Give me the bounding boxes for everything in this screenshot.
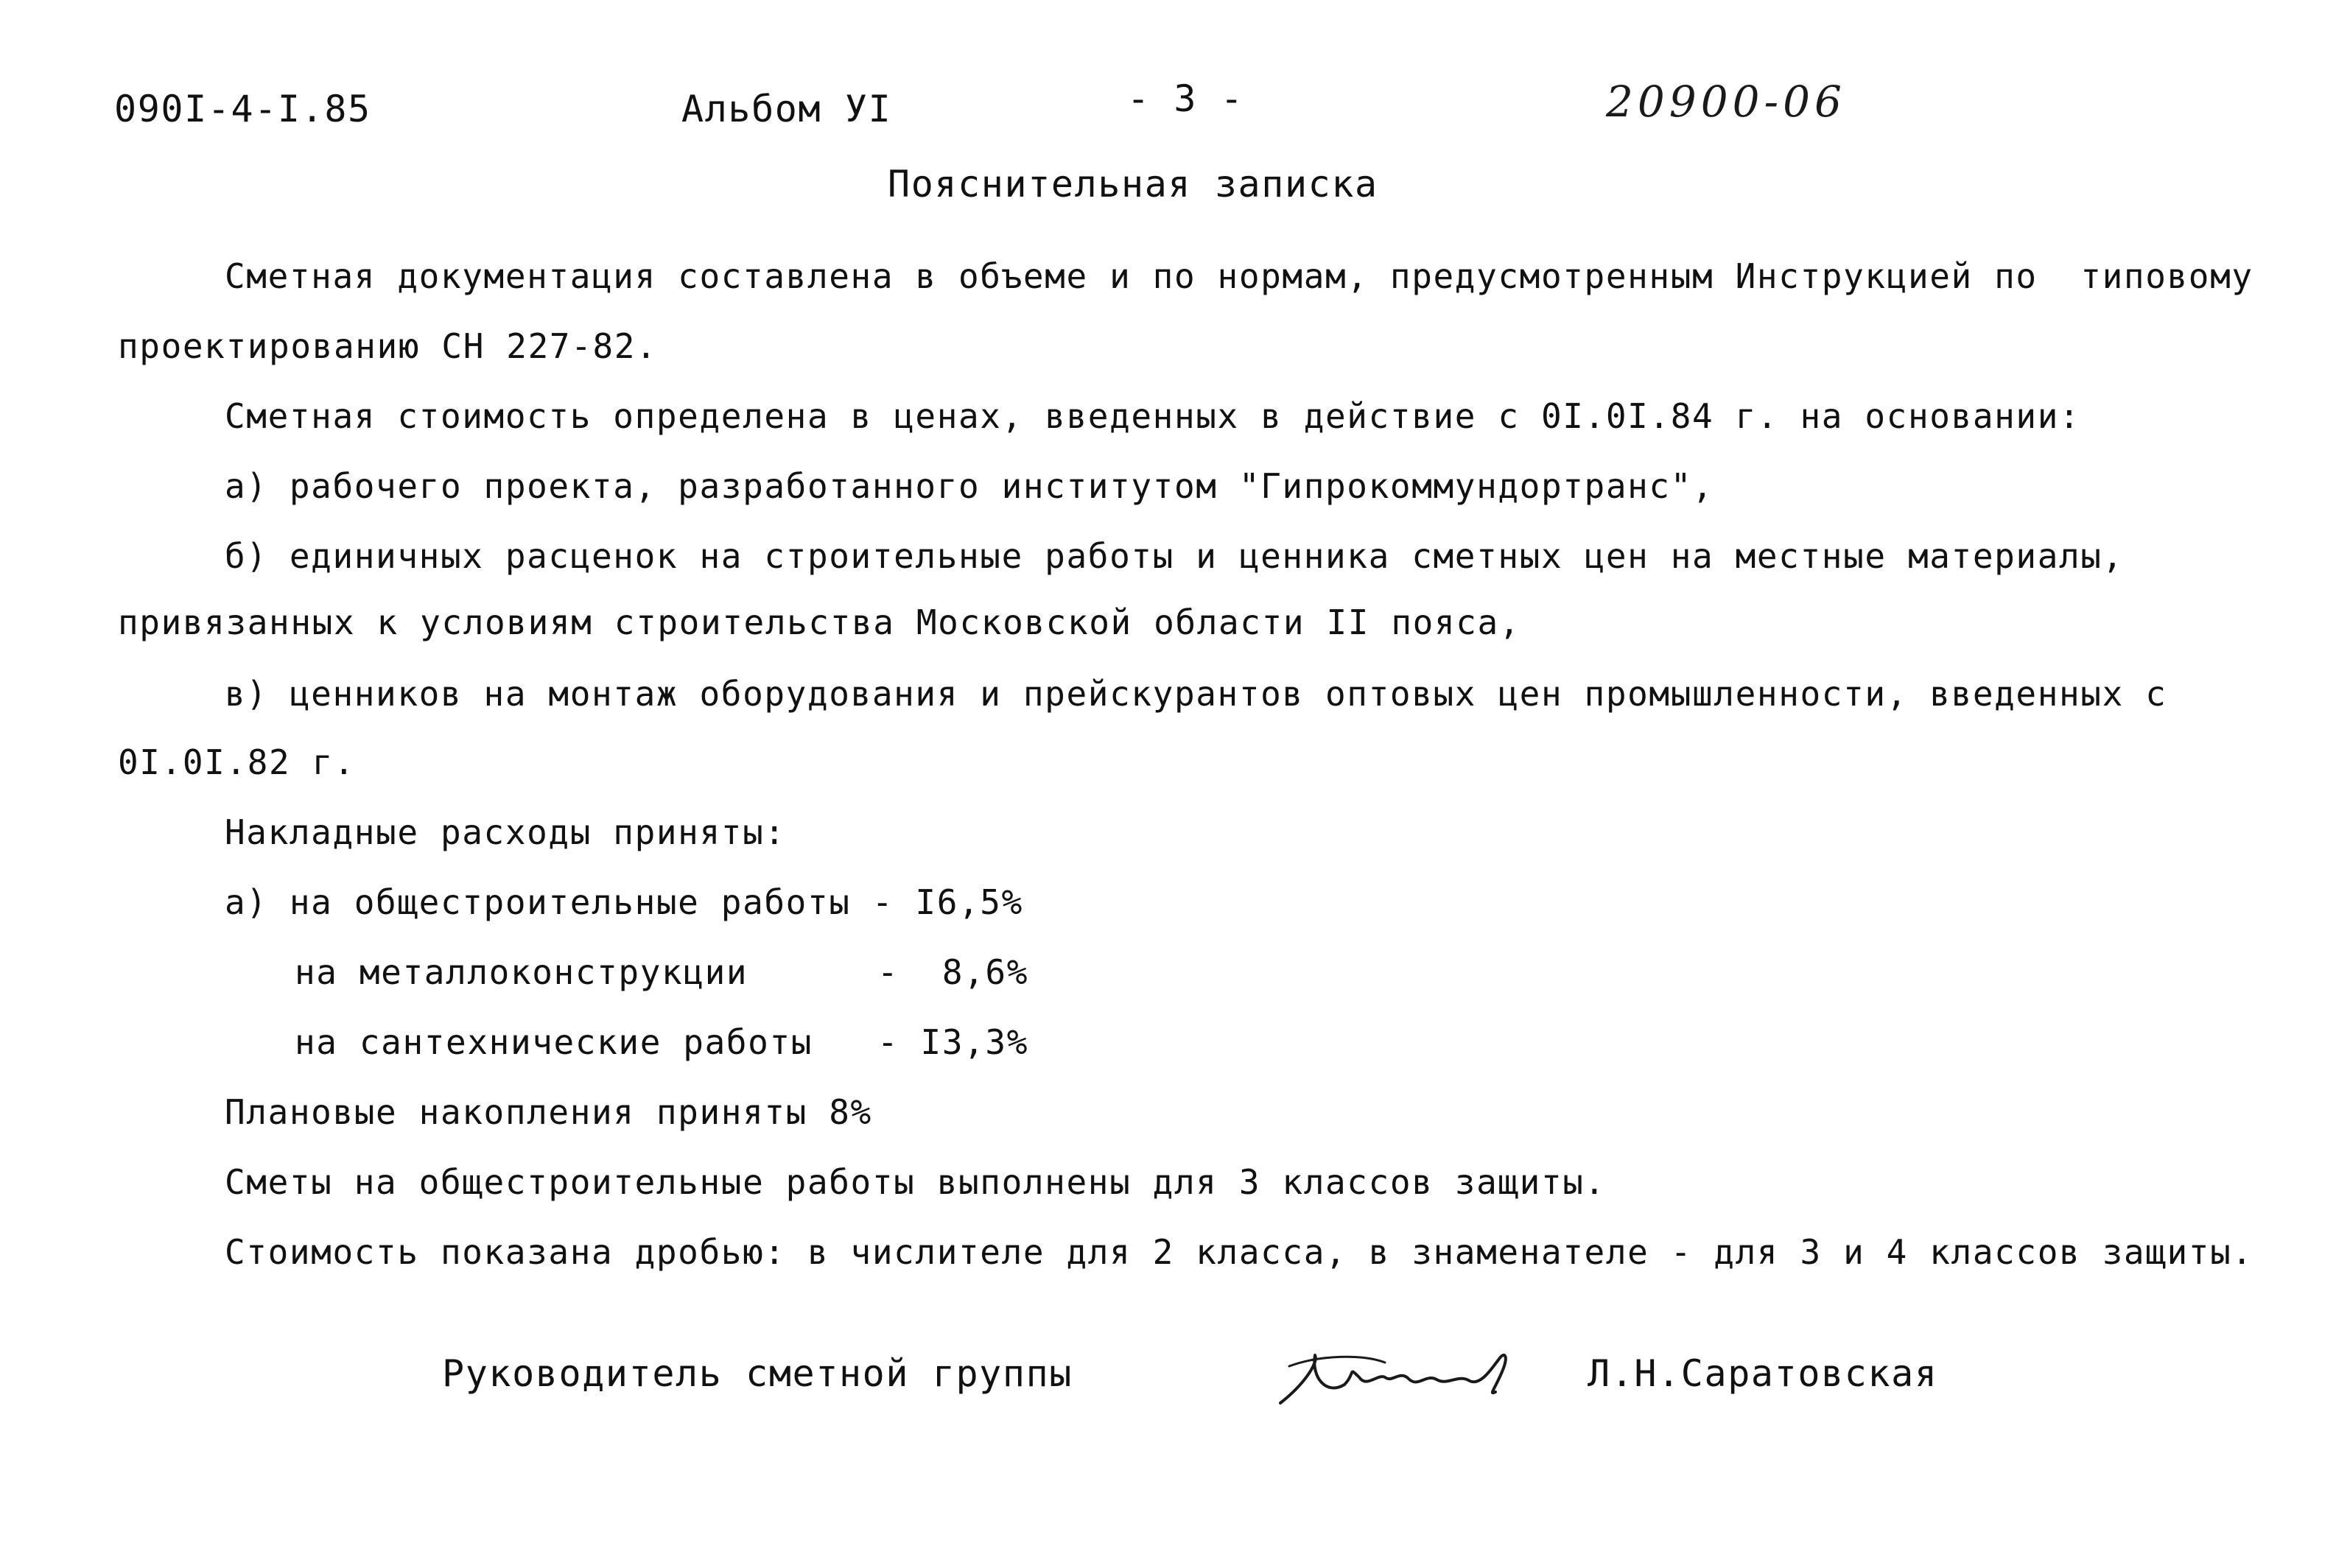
cost-fraction-note: Стоимость показана дробью: в числителе для 2 класса, в знаменателе - для 3 и 4 классов защиты. (225, 1232, 2253, 1272)
list-item-b-line-2: привязанных к условиям строительства Московской области II пояса, (118, 602, 1521, 642)
overhead-general: а) на общестроительные работы - I6,5% (225, 882, 1023, 922)
album-label: Альбом УI (681, 88, 892, 130)
overhead-metal: на металлоконструкции - 8,6% (295, 952, 1029, 992)
paragraph-1-line-2: проектированию СН 227-82. (118, 326, 658, 366)
paragraph-1-line-1: Сметная документация составлена в объеме и по нормам, предусмотренным Инструкцией по типовому (225, 256, 2253, 296)
paragraph-2: Сметная стоимость определена в ценах, введенных в действие с 0I.0I.84 г. на основании: (225, 396, 2081, 436)
list-item-b-line-1: б) единичных расценок на строительные работы и ценника сметных цен на местные материалы, (225, 536, 2124, 576)
page-number: - 3 - (1127, 77, 1244, 120)
inventory-number: 20900-06 (1606, 77, 1846, 127)
signer-name: Л.Н.Саратовская (1588, 1352, 1938, 1395)
page-title: Пояснительная записка (888, 163, 1378, 205)
list-item-v-line-1: в) ценников на монтаж оборудования и прейскурантов оптовых цен промышленности, введенных с (225, 674, 2167, 714)
overhead-title: Накладные расходы приняты: (225, 812, 786, 852)
estimates-note: Сметы на общестроительные работы выполнены для 3 классов защиты. (225, 1162, 1606, 1202)
planned-savings: Плановые накопления приняты 8% (225, 1092, 872, 1132)
handwritten-signature (1274, 1333, 1540, 1414)
document-code: 090I-4-I.85 (114, 88, 371, 130)
list-item-v-line-2: 0I.0I.82 г. (118, 742, 356, 782)
list-item-a: а) рабочего проекта, разработанного институтом "Гипрокоммундортранс", (225, 466, 1714, 506)
signature-icon (1274, 1333, 1540, 1414)
overhead-sanitary: на сантехнические работы - I3,3% (295, 1022, 1029, 1062)
signer-role: Руководитель сметной группы (442, 1352, 1073, 1395)
